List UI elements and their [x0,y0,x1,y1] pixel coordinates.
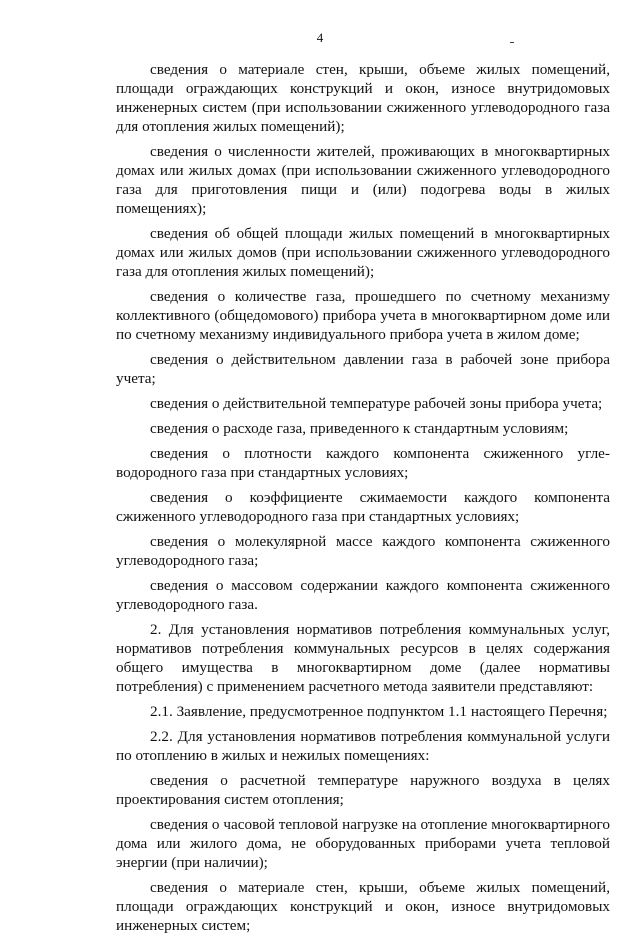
paragraph-meter-temperature: сведения о действительной температуре рабочей зоны прибора учета; [150,395,603,412]
paragraph-section-2: 2. Для установления нормативов потребления коммунальных услуг, нормативов потребления коммунальных ресурсов в целях содержания общего имущества в многоквартирном доме (далее нормативы потребления) с применением расчетного метода заявители представляют: [116,621,610,695]
scan-mark [510,42,514,43]
paragraph-mass-content: сведения о массовом содержании каждого компонента сжиженного углеводородного газа. [116,577,610,613]
document-body [116,60,610,935]
paragraph-total-area: сведения об общей площади жилых помещений в многоквартирных домах или жилых домов (при использовании сжиженного углеводородного газа для отопления жилых помещений); [116,225,610,280]
paragraph-molecular-mass: сведения о молекулярной массе каждого компонента сжиженного углеводородного газа; [116,533,610,569]
paragraph-section-2-1: 2.1. Заявление, предусмотренное подпунктом 1.1 настоящего Перечня; [150,703,608,720]
paragraph-gas-flow: сведения о расходе газа, приведенного к стандартным условиям; [150,420,569,437]
paragraph-materials-engineering: сведения о материале стен, крыши, объеме жилых помещений, площади ограждающих конструкций и окон, износе внутридомовых инженерных систем; [116,879,610,934]
paragraph-outdoor-temperature: сведения о расчетной температуре наружного воздуха в целях проектирования систем отопления; [116,772,610,808]
paragraph-section-2-2: 2.2. Для установления нормативов потребления коммунальной услуги по отоплению в жилых и нежилых помещениях: [116,728,610,764]
paragraph-heat-load: сведения о часовой тепловой нагрузке на отопление многоквартирного дома или жилого дома, не оборудованных приборами учета тепловой энергии (при наличии); [116,816,610,871]
paragraph-materials-lpg-heating: сведения о материале стен, крыши, объеме жилых помещений, площади ограждающих конструкций и окон, износе внутридомовых инженерных систем (при использовании сжиженного углеводородного газа для отопления жилых помещений); [116,61,610,135]
paragraph-residents-count: сведения о численности жителей, проживающих в многоквартирных домах или жилых домах (при использовании сжиженного углеводородного газа для приготовления пищи и (или) подогрева воды в жилых помещениях); [116,143,610,217]
paragraph-gas-quantity: сведения о количестве газа, прошедшего по счетному механизму коллективного (общедомового) прибора учета в многоквартирном доме или по счетному механизму индивидуального прибора учета в жилом доме; [116,288,610,343]
paragraph-gas-pressure: сведения о действительном давлении газа в рабочей зоне прибора учета; [116,351,610,387]
paragraph-component-density: сведения о плотности каждого компонента сжиженного угле- водородного газа при стандартных условиях; [116,445,610,481]
page-number: 4 [316,30,324,45]
paragraph-compressibility: сведения о коэффициенте сжимаемости каждого компонента сжиженного углеводородного газа при стандартных условиях; [116,489,610,525]
